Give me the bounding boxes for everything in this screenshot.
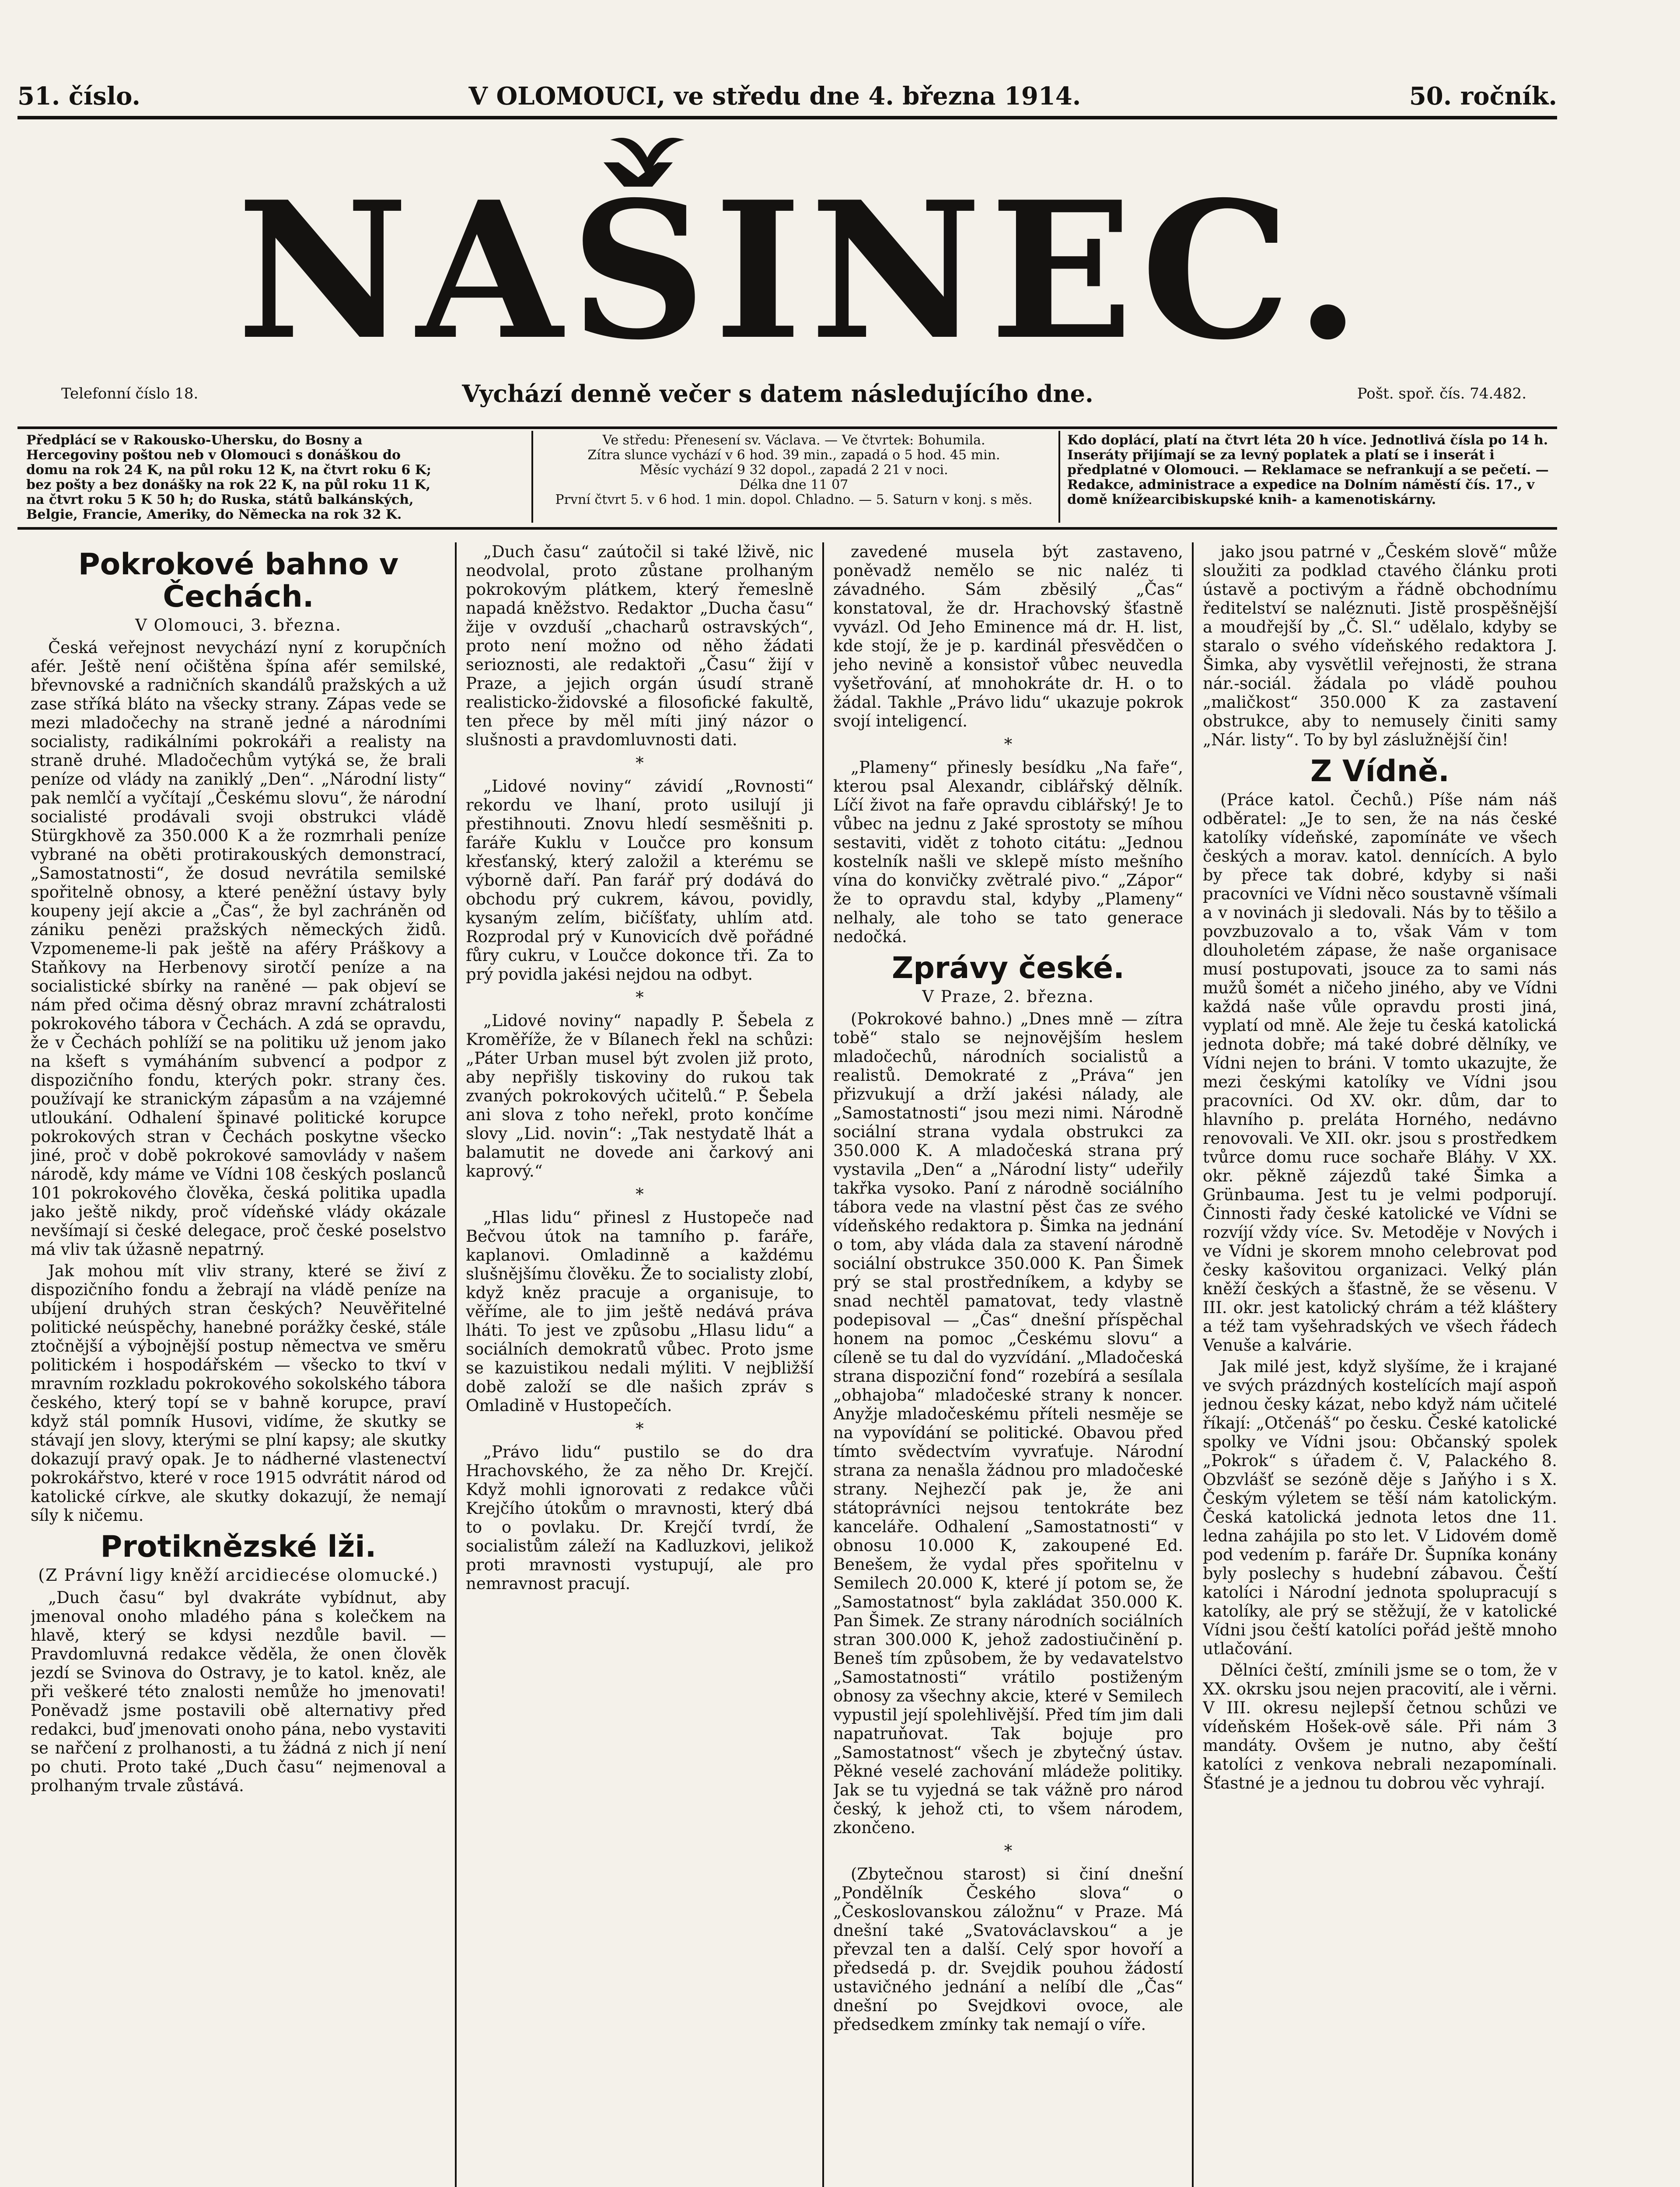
column-divider xyxy=(1192,542,1194,2187)
article-paragraph: jako jsou patrné v „Českém slově“ může sloužiti za podklad ctavého článku proti ústavě a poctivým a řádně obchodnímu ředitelství se naléznuti. Jistě prospěšnější a moudřejší by „Č. Sl.“ udělalo, kdyby se staralo o svého vídeňského redaktora J. Šimka, aby vysvětlil veřejnosti, že strana nár.-sociál. žádala po vládě pouhou „maličkost“ 350.000 K za zastavení obstrukce, aby to nemusely činiti samy „Nár. listy“. To by byl záslužnější čin! xyxy=(1203,542,1557,749)
subscription-info: Předplácí se v Rakousko-Uhersku, do Bosny a Hercegoviny poštou neb v Olomouci s donáškou do domu na rok 24 K, na půl roku 12 K, na čtvrt roku 6 K; bez pošty a bez donášky na rok 22 K, na půl roku 11 K, na čtvrt roku 5 K 50 h; do Ruska, států balkánských, Belgie, Francie, Ameriky, do Německa na rok 32 K. xyxy=(26,433,431,522)
section-separator: * xyxy=(636,754,644,772)
article-dateline: V Praze, 2. března. xyxy=(922,987,1094,1006)
column-3 xyxy=(833,542,1183,2187)
article-paragraph: Jak mohou mít vliv strany, které se živí z dispozičního fondu a žebrají na vládě peníze na ubíjení druhých stran českých? Neuvěřitelné politické neúspěchy, hanebné porážky české, stále ztočnější a výbojnější postup němectva ve směru politickém i hospodářském — všecko to tkví v mravním rozkladu pokrokového sokolského tábora českého, který topí se v bahně korupce, praví když stál pomník Husovi, vidíme, že skutky se stávají jen slovy, kterými se plní kapsy; ale skutky dokazují pravý opak. Je to nádherné vlastenectví pokrokářstvo, které v roce 1915 odvrátit národ od katolické církve, ale skutky dokazují, že nemají síly k ničemu. xyxy=(31,1261,446,1525)
masthead-title: NAŠINEC. xyxy=(237,161,1369,381)
column-divider xyxy=(455,542,457,2187)
advertising-info: Kdo doplácí, platí na čtvrt léta 20 h více. Jednotlivá čísla po 14 h. Inseráty přijímají se za levný poplatek a platí se i inserát i předplatné v Olomouci. — Reklamace se nefrankují a se pečetí. — Redakce, administrace a expedice na Dolním náměstí čís. 17., v domě knížearcibiskupské knih- a kamenotiskárny. xyxy=(1067,433,1549,507)
info-rule-bottom xyxy=(17,527,1557,530)
article-paragraph: (Práce katol. Čechů.) Píše nám náš odběratel: „Je to sen, že na nás české katolíky vídeňské, zapomínáte ve všech českých a morav. katol. dennících. A bylo by přece tak dobré, kdyby si naši pracovníci ve Vídni něco soustavně všímali a v novinách ji sledovali. Nás by to těšilo a povzbuzovalo a to, však Vám v tom dlouholetém zápase, že naše organisace musí postupovati, jsouce za to sami nás mužů šomét a ničeho jiného, aby ve Vídni každá naše vůle opravdu prosti jiná, vyplatí od mně. Ale žeje tu česká katolická jednota dobře; má také dobré dělníky, ve Vídni nejen to bráni. V tomto ukazujte, že mezi českými katolíky ve Vídni jsou pracovníci. Od XV. okr. dům, dar to hlavního p. preláta Horného, nedávno renovovali. Ve XII. okr. jsou s prostředkem tvůrce domu ruce sochaře Bláhy. V XX. okr. pěkně zájezdů také Šimka a Grünbauma. Jest tu je velmi podporují. Činnosti řady české katolické ve Vídni se rozvíjí vždy více. Sv. Metoděje v Nových i ve Vídni je skorem mnoho celebrovat pod česky kašovitou organizaci. Velký plán kněží českých a šťastně, že se věsenu. V III. okr. jest katolický chrám a též kláštery a též tam vyšehradských ve všech řádech Venuše a kalvárie. xyxy=(1203,790,1557,1355)
column-1 xyxy=(31,542,446,2187)
header-subline xyxy=(61,376,1526,411)
article-paragraph: „Lidové noviny“ napadly P. Šebela z Kroměříže, že v Bílanech řekl na schůzi: „Páter Urban musel být zvolen již proto, aby nepřišly tiskoviny do rukou tak zvaných pokrokových učitelů.“ P. Šebela ani slova z toho neřekl, proto končíme slovy „Lid. novin“: „Tak nestydatě lhát a balamutit ne dovede ani čarkový ani kaprový.“ xyxy=(466,1011,814,1181)
article-headline: Pokrokové bahno v Čechách. xyxy=(78,547,399,614)
article-paragraph: „Duch času“ byl dvakráte vybídnut, aby jmenoval onoho mladého pána s kolečkem na hlavě, který se kdysi nezdůle bavil. — Pravdomluvná redakce věděla, že onen člověk jezdí se Svinova do Ostravy, je to katol. kněz, ale při veškeré této znalosti nemůže ho jmenovati! Poněvadž jsme postavili obě alternativy před redakci, buď jmenovati onoho pána, nebo vystaviti se nařčení z prolhanosti, a tu žádná z nich jí není po chuti. Proto také „Duch času“ nejmenoval a prolhaným trvale zůstává. xyxy=(31,1588,446,1795)
article-paragraph: „Hlas lidu“ přinesl z Hustopeče nad Bečvou útok na tamního p. faráře, kaplanovi. Omladinně a každému slušnějšímu člověku. Že to socialisty zlobí, když kněz pracuje a organisuje, to věříme, ale to jim ještě nedává práva lháti. To jest ve způsobu „Hlasu lidu“ a sociálních demokratů vůbec. Proto jsme se kazuistikou nedali mýliti. V nejbližší době založí se dle našich zpráv s Omladině v Hustopečích. xyxy=(466,1208,814,1415)
section-separator: * xyxy=(636,988,644,1007)
article-paragraph: Dělníci čeští, zmínili jsme se o tom, že v XX. okrsku jsou nejen pracovití, ale i věrni. V III. okresu nejlepší četnou schůzi ve vídeňském Hošek-ově sále. Při nám 3 mandáty. Ovšem je nutno, aby čeští katolíci z venkova nebrali nezapomínali. Šťastné je a jednou tu dobrou věc vyhrají. xyxy=(1203,1661,1557,1792)
info-rule-top xyxy=(17,426,1557,429)
article-headline: Z Vídně. xyxy=(1310,754,1449,789)
section-separator: * xyxy=(1004,1841,1013,1860)
article-paragraph: Česká veřejnost nevychází nyní z korupčních afér. Ještě není očištěna špína afér semilské, břevnovské a radničních skandálů pražských a už zase stříká bláto na všecky strany. Zápas vede se mezi mladočechy na straně jedné a národními socialisty, radikálními pokrokáři a realisty na straně druhé. Mladočechům vytýká se, že brali peníze od vlády na zaniklý „Den“. „Národní listy“ pak nemlčí a vyčítají „Českému slovu“, že národní socialisté prodávali svoji obstrukci vládě Stürgkhově za 350.000 K a že rozmrhali peníze vybrané na oběti protirakouských demonstrací, „Samostatnosti“, že dosud nevrátila semilské spořitelně obnosy, a které peněžní ústavy byly koupeny její akcie a „Čas“, že byl zachráněn od zániku penězi pražských německých židů. Vzpomeneme-li pak ještě na aféry Práškovy a Staňkovy na Herbenovy sirotčí peníze a na socialistické sbírky na raněné — pak objeví se nám před očima děsný obraz mravní zchátralosti pokrokového tábora v Čechách. A zdá se opravdu, že v Čechách pohlíží se na politiku už jenom jako na kšeft s vymáháním subvencí a podpor z dispozičního fondu, kterých pokr. strany čes. používají ke stranickým zápasům a na vzájemné utloukání. Odhalení špinavé politické korupce pokrokových stran v Čechách poskytne všecko jiné, proč v době pokrokové samovlády v našem národě, kdy máme ve Vídni 108 českých poslanců 101 pokrokového člověka, česká politika upadla jako ještě nikdy, proč vídeňské vlády okázale nevšímají si české delegace, proč české poselstvo má vliv tak úžasně nepatrný. xyxy=(31,638,446,1259)
calendar-line: Zítra slunce vychází v 6 hod. 39 min., zapadá o 5 hod. 45 min. xyxy=(587,447,1000,463)
article-paragraph: Jak milé jest, když slyšíme, že i krajané ve svých prázdných kostelících mají aspoň jednou česky kázat, nebo když nám učitelé říkají: „Otčenáš“ po česku. České katolické spolky ve Vídni jsou: Občanský spolek „Pokrok“ s úřadem č. V, Palackého 8. Obzvlášť se sezóně děje s Jaňýho i s X. Českým výletem se těší nám katolickým. Česká katolická jednota letos dne 11. ledna zahájila po sto let. V Lidovém domě pod vedením p. faráře Dr. Šupníka konány byly poslechy s hudební zábavou. Čeští katolíci i Národní jednota spolupracují s katolíky, ale prý se stěžují, že v katolické Vídni jsou čeští katolíci pořád ještě mnoho utlačování. xyxy=(1203,1357,1557,1658)
column-divider xyxy=(822,542,824,2187)
postal-account: Pošt. spoř. čís. 74.482. xyxy=(1357,385,1526,402)
header-top-line xyxy=(17,81,1557,112)
article-subheading: (Z Právní ligy kněží arcidiecése olomucké.) xyxy=(38,1565,439,1585)
calendar-line: Délka dne 11 07 xyxy=(739,477,849,493)
issue-number: 51. číslo. xyxy=(17,82,140,111)
calendar-line: Ve středu: Přenesení sv. Václava. — Ve čtvrtek: Bohumila. xyxy=(602,433,985,448)
article-paragraph: „Lidové noviny“ závidí „Rovnosti“ rekordu ve lhaní, proto usilují ji přestihnouti. Znovu hledí sesměšniti p. faráře Kuklu v Loučce pro konsum křesťanský, který založil a kterému se výborně daří. Pan farář prý dodává do obchodu prý cukrem, kávou, povidly, kysaným zelím, bičíšťaty, uhlím atd. Rozprodal prý v Kunovicích dvě pořádné fůry cukru, v Loučce dokonce tři. Za to prý povidla jakési nejdou na odbyt. xyxy=(466,777,814,984)
section-separator: * xyxy=(1004,735,1013,754)
volume-number: 50. ročník. xyxy=(1409,82,1557,111)
article-paragraph: (Pokrokové bahno.) „Dnes mně — zítra tobě“ stalo se nejnovějším heslem mladočechů, národních socialistů a realistů. Demokraté z „Práva“ jen přizvukují a drží jakési nálady, ale „Samostatnosti“ jsou mezi nimi. Národně sociální strana vydala obstrukci za 350.000 K. A mladočeská strana prý vystavila „Den“ a „Národní listy“ udeřily takřka vysoko. Paní z národně sociálního tábora vede na vlastní pěst čas ze svého vídeňského redaktora p. Šimka na jednání o tom, aby vláda dala za stavení národně sociální obstrukce 350.000 K. Pan Šimek prý se stal prostředníkem, a kdyby se snad nechtěl pamatovat, tedy vlastně podepisoval — „Čas“ dnešní příspěchal honem na pomoc „Českému slovu“ a cíleně se tu dal do vyzvídání. „Mladočeská strana dispoziční fond“ rozebírá a sesílala „obhajoba“ mladočeské strany k noncer. Anyžje mladočeskému příteli nesměje se na vypovídání se politické. Obavou před tímto svědectvím vyvraťuje. Národní strana za nenašla žádnou pro mladočeské strany. Nejhezčí pak je, že ani státoprávníci nejsou tentokráte bez kanceláře. Odhalení „Samostatnosti“ v obnosu 10.000 K, zakoupené Ed. Benešem, že vydal přes spořitelnu v Semilech 20.000 K, které jí potom se, že „Samostatnost“ byla zakládat 350.000 K. Pan Šimek. Ze strany národních sociálních stran 300.000 K, jehož zadostiučinění p. Beneš tím způsobem, že by vedavatelstvo „Samostatnosti“ vrátilo postiženým obnosy za všechny akcie, které v Semilech vypustil její spolehlivější. Před tím jim dali napatruňovat. Tak bojuje pro „Samostatnost“ všech je zbytečný ústav. Pěkné veselé zachování mládeže politiky. Jak se tu vyjedná se tak vážně pro národ český, k jehož cti, to všem národem, zkončeno. xyxy=(833,1010,1183,1837)
calendar-line: První čtvrt 5. v 6 hod. 1 min. dopol. Chladno. — 5. Saturn v konj. s měs. xyxy=(555,492,1033,507)
article-paragraph: (Zbytečnou starost) si činí dnešní „Pondělník Českého slova“ o „Českoslovanskou záložnu“ v Praze. Má dnešní také „Svatováclavskou“ a je převzal ten a další. Celý spor hovoří a předsedá p. dr. Svejdik pouhou žádostí ustavičného jednání a nelíbí dle „Čas“ dnešní po Svejdkovi ovoce, ale předsedkem zmínky tak nemají o víře. xyxy=(833,1865,1183,2034)
article-headline: Protiknězské lži. xyxy=(100,1530,377,1564)
section-separator: * xyxy=(636,1419,644,1438)
place-date: V OLOMOUCI, ve středu dne 4. března 1914. xyxy=(468,82,1081,111)
info-divider-2 xyxy=(1058,431,1060,523)
calendar-info xyxy=(542,433,1045,523)
section-separator: * xyxy=(636,1185,644,1204)
article-paragraph: zavedené musela být zastaveno, poněvadž nemělo se nic naléz ti závadného. Sám zběsilý „Čas“ konstatoval, že dr. Hrachovský šťastně vyvázl. Od Jeho Eminence má dr. H. list, kde stojí, že je p. kardinál přesvědčen o jeho nevině a konsistoř vůbec neuvedla vyšetřování, ať mnohokráte dr. H. o to žádal. Takhle „Právo lidu“ ukazuje pokrok svojí inteligencí. xyxy=(833,542,1183,730)
article-headline: Zprávy české. xyxy=(892,951,1125,985)
article-paragraph: „Plameny“ přinesly besídku „Na faře“, kterou psal Alexandr, ciblářský dělník. Líčí život na faře opravdu ciblářský! Je to vůbec na jednu z Jaké sprostoty se míhou sestaviti, vidět z tohoto citátu: „Jednou kostelník našli ve sklepě místo mešního vína do konvičky zvětralé pivo.“ „Zápor“ že to opravdu stal, kdyby „Plameny“ nelhaly, ale toho se tato generace nedočká. xyxy=(833,758,1183,946)
article-dateline: V Olomouci, 3. března. xyxy=(135,616,342,635)
header-rule-top xyxy=(17,116,1557,119)
info-divider-1 xyxy=(531,431,533,523)
phone-number: Telefonní číslo 18. xyxy=(61,385,199,402)
article-paragraph: „Právo lidu“ pustilo se do dra Hrachovského, že za něho Dr. Krejčí. Když mohli ignorovati z redakce vůči Krejčího útokům o mravnosti, který dbá to o povlaku. Dr. Krejčí tvrdí, že socialistům záleží na Kadluzkovi, jelikož proti mravnosti vystupují, ale pro nemravnost pracují. xyxy=(466,1443,814,1593)
column-2 xyxy=(466,542,814,2187)
tagline: Vychází denně večer s datem následujícího dne. xyxy=(462,380,1093,408)
article-paragraph: „Duch času“ zaútočil si také lživě, nic neodvolal, proto zůstane prolhaným pokrokovým plátkem, který řemeslně napadá kněžstvo. Redaktor „Ducha času“ žije v ovzduší „chacharů ostravských“, proto není možno od něho žádati serioznosti, ale redaktoři „Času“ žijí v Praze, a jejich orgán úsudí straně realisticko-židovské a filosofické fakultě, ten přece by měl míti jiný názor o slušnosti a pravdomluvnosti dati. xyxy=(466,542,814,749)
column-4 xyxy=(1203,542,1557,2187)
calendar-line: Měsíc vychází 9 32 dopol., zapadá 2 21 v noci. xyxy=(639,462,948,478)
